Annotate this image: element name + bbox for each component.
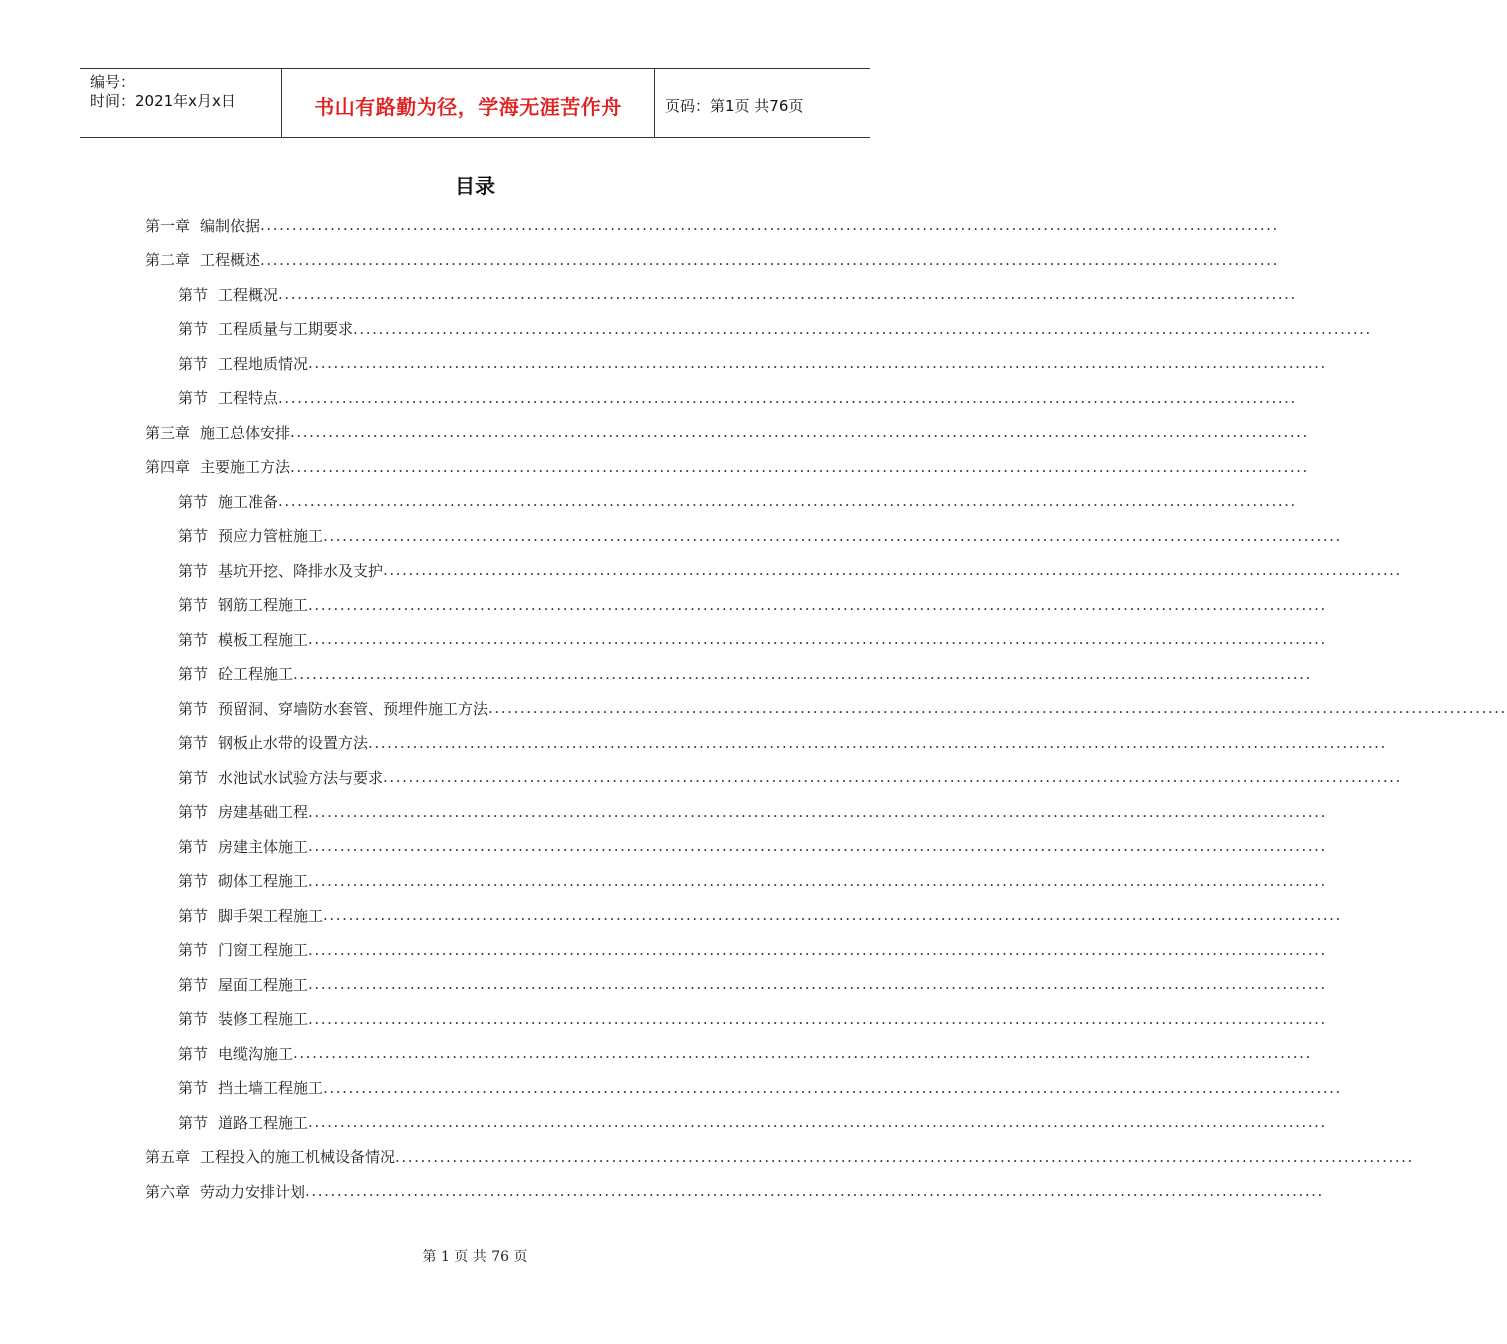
toc-dot-leader: ................................................................................................................................................................ <box>395 1147 1414 1166</box>
toc-entry-title: 工程投入的施工机械设备情况 <box>200 1148 396 1167</box>
toc-dot-leader: ................................................................................................................................................................ <box>293 1044 1312 1063</box>
toc-entry-number: 第节 <box>178 596 209 615</box>
toc-dot-leader: ................................................................................................................................................................ <box>323 526 1342 545</box>
toc-entry[interactable] <box>145 1036 1312 1071</box>
toc-entry-number: 第二章 <box>145 251 191 270</box>
toc-entry[interactable] <box>145 1105 1327 1140</box>
toc-entry[interactable] <box>145 208 1279 243</box>
toc-entry-title: 脚手架工程施工 <box>218 906 324 925</box>
toc-entry-title: 门窗工程施工 <box>218 941 309 960</box>
serial-label: 编号： <box>90 73 136 91</box>
toc-entry[interactable] <box>145 346 1327 381</box>
table-of-contents <box>145 208 1507 1209</box>
document-title: 目录 <box>455 174 495 198</box>
toc-entry-title: 电缆沟施工 <box>218 1044 294 1063</box>
toc-entry-title: 钢板止水带的设置方法 <box>218 734 369 753</box>
toc-entry[interactable] <box>145 415 1309 450</box>
toc-entry-number: 第节 <box>178 1044 209 1063</box>
toc-entry-number: 第节 <box>178 803 209 822</box>
toc-entry-number: 第三章 <box>145 423 191 442</box>
toc-dot-leader: ................................................................................................................................................................ <box>308 1009 1327 1028</box>
toc-entry-number: 第节 <box>178 941 209 960</box>
toc-dot-leader: ................................................................................................................................................................ <box>278 388 1297 407</box>
toc-entry-number: 第节 <box>178 768 209 787</box>
header-meta <box>80 69 282 137</box>
toc-dot-leader: ................................................................................................................................................................ <box>290 423 1309 442</box>
toc-entry-title: 道路工程施工 <box>218 1113 309 1132</box>
header-motto: 书山有路勤为径，学海无涯苦作舟 <box>282 69 655 137</box>
toc-entry-number: 第四章 <box>145 458 191 477</box>
toc-entry[interactable] <box>145 1071 1342 1106</box>
toc-entry[interactable] <box>145 760 1402 795</box>
toc-entry-number: 第节 <box>178 906 209 925</box>
toc-dot-leader: ................................................................................................................................................................ <box>290 457 1309 476</box>
toc-entry-title: 施工准备 <box>218 492 279 511</box>
page-footer: 第 1 页 共 76 页 <box>422 1249 528 1265</box>
toc-dot-leader: ................................................................................................................................................................ <box>383 768 1402 787</box>
toc-entry-number: 第节 <box>178 561 209 580</box>
toc-dot-leader: ................................................................................................................................................................ <box>278 492 1297 511</box>
toc-entry[interactable] <box>145 967 1327 1002</box>
toc-dot-leader: ................................................................................................................................................................ <box>353 319 1372 338</box>
toc-dot-leader: ................................................................................................................................................................ <box>308 1113 1327 1132</box>
toc-entry-title: 挡土墙工程施工 <box>218 1079 324 1098</box>
toc-entry-number: 第五章 <box>145 1148 191 1167</box>
toc-entry-title: 施工总体安排 <box>200 423 291 442</box>
toc-entry-number: 第节 <box>178 699 209 718</box>
toc-entry[interactable] <box>145 1174 1324 1209</box>
toc-entry[interactable] <box>145 622 1327 657</box>
toc-entry-number: 第节 <box>178 285 209 304</box>
toc-entry[interactable] <box>145 312 1372 347</box>
toc-entry[interactable] <box>145 588 1327 623</box>
toc-entry-title: 砌体工程施工 <box>218 872 309 891</box>
toc-dot-leader: ................................................................................................................................................................ <box>260 250 1279 269</box>
toc-entry-number: 第节 <box>178 1010 209 1029</box>
toc-dot-leader: ................................................................................................................................................................ <box>383 561 1402 580</box>
toc-dot-leader: ................................................................................................................................................................ <box>278 285 1297 304</box>
toc-entry[interactable] <box>145 1002 1327 1037</box>
toc-entry-title: 工程质量与工期要求 <box>218 320 354 339</box>
toc-entry-title: 工程概述 <box>200 251 261 270</box>
toc-entry[interactable] <box>145 657 1312 692</box>
toc-entry-number: 第节 <box>178 354 209 373</box>
toc-entry-title: 工程特点 <box>218 389 279 408</box>
toc-dot-leader: ................................................................................................................................................................ <box>308 354 1327 373</box>
toc-entry-title: 装修工程施工 <box>218 1010 309 1029</box>
toc-dot-leader: ................................................................................................................................................................ <box>308 940 1327 959</box>
toc-entry-title: 房建主体施工 <box>218 837 309 856</box>
toc-entry-number: 第节 <box>178 734 209 753</box>
toc-entry-title: 工程概况 <box>218 285 279 304</box>
toc-entry[interactable] <box>145 450 1309 485</box>
toc-entry-number: 第节 <box>178 1079 209 1098</box>
toc-entry-title: 钢筋工程施工 <box>218 596 309 615</box>
toc-entry-number: 第节 <box>178 837 209 856</box>
toc-entry[interactable] <box>145 795 1327 830</box>
toc-dot-leader: ................................................................................................................................................................ <box>323 906 1342 925</box>
toc-entry-number: 第节 <box>178 492 209 511</box>
toc-entry-title: 劳动力安排计划 <box>200 1182 306 1201</box>
toc-entry[interactable] <box>145 864 1327 899</box>
toc-entry-title: 屋面工程施工 <box>218 975 309 994</box>
toc-entry-number: 第六章 <box>145 1182 191 1201</box>
toc-entry-title: 模板工程施工 <box>218 630 309 649</box>
toc-entry-number: 第节 <box>178 320 209 339</box>
toc-entry-number: 第节 <box>178 975 209 994</box>
toc-entry[interactable] <box>145 484 1297 519</box>
toc-entry-number: 第节 <box>178 527 209 546</box>
toc-dot-leader: ................................................................................................................................................................ <box>260 216 1279 235</box>
toc-dot-leader: ................................................................................................................................................................ <box>308 802 1327 821</box>
toc-entry[interactable] <box>145 691 1507 726</box>
toc-dot-leader: ................................................................................................................................................................ <box>308 837 1327 856</box>
toc-entry-title: 预留洞、穿墙防水套管、预埋件施工方法 <box>218 699 489 718</box>
toc-entry-title: 主要施工方法 <box>200 458 291 477</box>
toc-entry-title: 基坑开挖、降排水及支护 <box>218 561 384 580</box>
toc-dot-leader: ................................................................................................................................................................ <box>323 1078 1342 1097</box>
toc-entry[interactable] <box>145 933 1327 968</box>
toc-dot-leader: ................................................................................................................................................................ <box>368 733 1387 752</box>
toc-entry[interactable] <box>145 553 1402 588</box>
toc-dot-leader: ................................................................................................................................................................ <box>308 630 1327 649</box>
toc-entry[interactable] <box>145 277 1297 312</box>
toc-entry-number: 第节 <box>178 1113 209 1132</box>
toc-entry[interactable] <box>145 829 1327 864</box>
toc-entry-title: 编制依据 <box>200 216 261 235</box>
toc-entry-number: 第节 <box>178 389 209 408</box>
toc-entry[interactable] <box>145 243 1279 278</box>
toc-entry[interactable] <box>145 726 1387 761</box>
toc-entry-number: 第一章 <box>145 216 191 235</box>
toc-entry-title: 房建基础工程 <box>218 803 309 822</box>
toc-entry-title: 水池试水试验方法与要求 <box>218 768 384 787</box>
toc-dot-leader: ................................................................................................................................................................ <box>308 871 1327 890</box>
toc-entry[interactable] <box>145 898 1342 933</box>
toc-dot-leader: ................................................................................................................................................................ <box>293 664 1312 683</box>
header-page-info: 页码：第1页 共76页 <box>665 96 804 115</box>
toc-entry[interactable] <box>145 381 1297 416</box>
toc-entry-title: 预应力管桩施工 <box>218 527 324 546</box>
toc-dot-leader: ................................................................................................................................................................ <box>308 975 1327 994</box>
toc-entry-title: 砼工程施工 <box>218 665 294 684</box>
toc-entry-number: 第节 <box>178 665 209 684</box>
toc-entry-number: 第节 <box>178 872 209 891</box>
toc-entry-number: 第节 <box>178 630 209 649</box>
time-label: 时间：2021年x月x日 <box>90 92 236 110</box>
toc-dot-leader: ................................................................................................................................................................ <box>488 699 1507 718</box>
toc-entry-title: 工程地质情况 <box>218 354 309 373</box>
toc-entry[interactable] <box>145 1140 1414 1175</box>
toc-dot-leader: ................................................................................................................................................................ <box>305 1182 1324 1201</box>
toc-dot-leader: ................................................................................................................................................................ <box>308 595 1327 614</box>
page-header <box>80 68 870 138</box>
toc-entry[interactable] <box>145 519 1342 554</box>
